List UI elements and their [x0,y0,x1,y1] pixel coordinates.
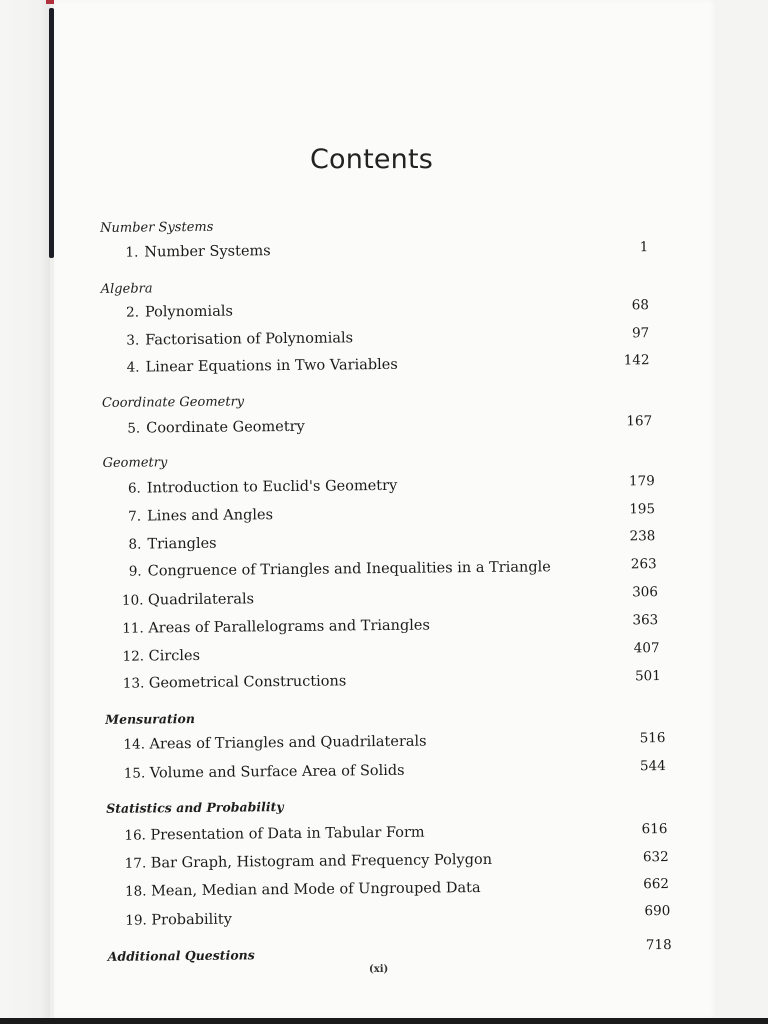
page-number: 167 [626,413,653,430]
page-number: 238 [629,528,656,545]
right-margin [716,0,768,1024]
chapter-title: Triangles [147,535,217,553]
chapter-title: Linear Equations in Two Variables [145,356,398,376]
page-number: 179 [628,473,655,490]
unit-heading: Additional Questions [107,947,255,964]
chapter-title: Circles [148,647,201,665]
chapter-row [124,822,664,850]
chapter-row [121,531,661,559]
page-number: 1 [639,239,649,256]
page-number: 97 [631,325,650,342]
page-number: 142 [623,352,650,369]
unit-heading: Number Systems [100,219,214,236]
chapter-row [121,475,661,503]
chapter-number: 17. [124,855,147,872]
chapter-number: 3. [126,332,140,349]
chapter-number: 4. [126,359,140,376]
chapter-title: Congruence of Triangles and Inequalities in a Triangle [147,559,551,580]
chapter-row [122,615,662,643]
chapter-row [122,587,662,615]
chapter-title: Mean, Median and Mode of Ungrouped Data [150,879,481,900]
chapter-number: 12. [122,648,145,665]
chapter-number: 14. [123,736,146,753]
page-number: 195 [629,501,656,518]
unit-heading: Geometry [102,455,168,471]
chapter-row [119,327,659,355]
page-number: 718 [645,936,672,954]
page-number: 516 [639,730,666,747]
page-number: 363 [632,612,659,629]
chapter-title: Bar Graph, Histogram and Frequency Polygon [150,851,493,872]
folio: (xi) [369,964,389,975]
chapter-title: Lines and Angles [147,507,274,525]
chapter-title: Coordinate Geometry [146,418,305,437]
chapter-row [119,354,659,382]
chapter-title: Areas of Triangles and Quadrilaterals [149,733,427,753]
chapter-number: 2. [125,304,140,321]
chapter-title: Polynomials [144,303,233,321]
chapter-row [122,558,662,586]
page-number: 690 [644,903,671,920]
unit-heading: Algebra [100,281,153,297]
bottom-shadow [0,1018,768,1024]
chapter-row [120,415,660,443]
chapter-number: 1. [125,244,139,261]
chapter-number: 5. [127,420,141,437]
chapter-row [125,850,665,878]
chapter-title: Areas of Parallelograms and Triangles [148,617,430,637]
chapter-number: 16. [124,827,147,844]
chapter-title: Geometrical Constructions [148,673,347,692]
page-number: 616 [641,821,668,838]
chapter-number: 11. [122,620,144,637]
chapter-number: 18. [124,883,147,900]
page-number: 263 [630,556,657,573]
page-number: 662 [643,876,670,893]
chapter-row [125,878,665,906]
chapter-row [121,503,661,531]
chapter-title: Probability [151,911,232,929]
chapter-row [118,239,658,267]
chapter-row [125,907,665,935]
chapter-title: Introduction to Euclid's Geometry [146,477,398,497]
chapter-number: 10. [121,592,144,609]
chapter-number: 9. [128,563,142,580]
chapter-number: 19. [125,912,147,929]
chapter-row [119,299,659,327]
chapter-row [123,730,666,759]
chapter-number: 6. [127,480,141,497]
page-number: 306 [632,584,659,601]
unit-heading: Mensuration [105,710,195,727]
chapter-number: 7. [128,508,142,525]
unit-heading: Coordinate Geometry [101,394,245,411]
chapter-number: 8. [128,536,142,553]
chapter-title: Presentation of Data in Tabular Form [150,824,425,844]
page-number: 501 [634,668,661,685]
page-number: 407 [633,640,660,657]
chapter-number: 15. [123,765,146,782]
chapter-row [123,670,663,698]
page-number: 544 [639,758,666,775]
chapter-title: Number Systems [144,243,271,261]
page-number: 68 [631,297,650,314]
page-title: Contents [310,144,434,175]
chapter-row [122,643,662,671]
contents-page [54,0,716,1018]
chapter-number: 13. [122,675,145,692]
page-number: 632 [642,849,669,866]
chapter-row [124,760,664,788]
unit-heading: Statistics and Probability [106,799,284,816]
chapter-title: Volume and Surface Area of Solids [149,762,405,782]
chapter-title: Quadrilaterals [147,591,255,609]
table-of-contents [52,0,725,1018]
page-edge [0,0,50,1024]
chapter-title: Factorisation of Polynomials [145,330,354,349]
